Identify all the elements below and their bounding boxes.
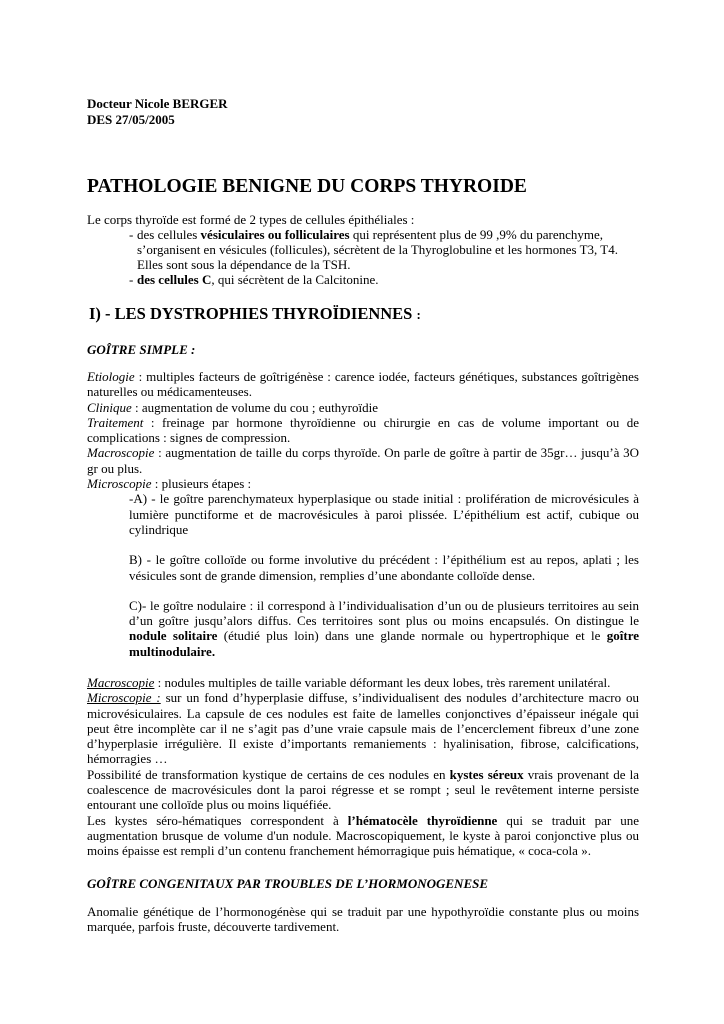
goitre-simple-section bbox=[87, 369, 639, 659]
intro-lead: Le corps thyroïde est formé de 2 types de cellules épithéliales : bbox=[87, 212, 415, 227]
step-b-paragraph: B) - le goître colloïde ou forme involutive du précédent : l’épithélium est au repos, aplati ; les vésicules sont de grande dimension, remplies d’une abondante colloïde dense. bbox=[129, 552, 639, 583]
dash-bullet-icon: - bbox=[129, 227, 134, 242]
subsection-heading: GOÎTRE CONGENITAUX PAR TROUBLES DE L’HORMONOGENESE bbox=[87, 876, 489, 891]
subsection-heading: GOÎTRE SIMPLE : bbox=[87, 342, 196, 357]
multinodulaire-section bbox=[87, 675, 639, 859]
congenitaux-paragraph: Anomalie génétique de l’hormonogénèse qui se traduit par une hypothyroïdie constante plus ou moins marquée, parfois fruste, découverte tardivement. bbox=[87, 904, 639, 935]
hematocele-paragraph: Les kystes séro-hématiques correspondent à l’hématocèle thyroïdienne qui se traduit par une augmentation brusque de volume d'un nodule. Macroscopiquement, le kyste à paroi conjonctive plus ou moins épaisse est rempli d’un contenu franchement hémorragique puis hématique, « coca-cola ». bbox=[87, 812, 639, 859]
macroscopie-paragraph: Macroscopie : nodules multiples de taille variable déformant les deux lobes, très rarement unilatéral. bbox=[87, 675, 611, 690]
step-c-paragraph: C)- le goître nodulaire : il correspond à l’individualisation d’un ou de plusieurs territoires au sein d’un goître jusqu’alors diffus. Ces territoires sont plus ou moins encapsulés. On distingue le nodule solitaire (étudié plus loin) dans une glande normale ou hypertrophique et le goître multinodulaire. bbox=[129, 597, 639, 659]
list-item: - des cellules vésiculaires ou folliculaires qui représentent plus de 99 ,9% du parenchyme, s’organisent en vésicules (follicules), sécrètent de la Thyroglobuline et les hormones T3, T4. Elles sont sous la dépendance de la TSH. bbox=[129, 227, 618, 272]
intro-section bbox=[87, 212, 639, 287]
etiologie-paragraph: Etiologie : multiples facteurs de goîtrigénèse : carence iodée, facteurs génétiques, substances goîtrigènes naturelles ou médicamenteuses. bbox=[87, 369, 639, 400]
list-item: - des cellules C, qui sécrètent de la Calcitonine. bbox=[129, 272, 379, 287]
author-block bbox=[87, 96, 639, 128]
microscopie-paragraph: Microscopie : sur un fond d’hyperplasie diffuse, s’individualisent des nodules d’architecture macro ou microvésiculaires. La capsule de ces nodules est faite de lamelles conjonctives d’épaisseur inégale qui peut être incomplète car il ne s’agit pas d’une vraie capsule mais de l’encerclement fibreux d’une zone d’hyperplasie irrégulière. Il existe d’importants remaniements : hyalinisation, fibrose, calcifications, hémorragies … bbox=[87, 690, 639, 767]
macroscopie-paragraph: Macroscopie : augmentation de taille du corps thyroïde. On parle de goître à partir de 35gr… jusqu’à 3O gr ou plus. bbox=[87, 445, 639, 476]
page-title: PATHOLOGIE BENIGNE DU CORPS THYROIDE bbox=[87, 176, 527, 197]
step-a-paragraph: -A) - le goître parenchymateux hyperplasique ou stade initial : prolifération de microvésicules à lumière punctiforme et de macrovésicules à paroi plissée. L’épithélium est actif, cubique ou cylindrique bbox=[129, 491, 639, 537]
document-date: DES 27/05/2005 bbox=[87, 112, 175, 127]
dash-bullet-icon: - bbox=[129, 272, 134, 287]
author-name: Docteur Nicole BERGER bbox=[87, 96, 228, 111]
section-heading: I) - LES DYSTROPHIES THYROÏDIENNES : bbox=[89, 304, 421, 323]
page-content bbox=[87, 96, 640, 935]
traitement-paragraph: Traitement : freinage par hormone thyroïdienne ou chirurgie en cas de volume important ou de complications : signes de compression. bbox=[87, 414, 639, 446]
kystes-sereux-paragraph: Possibilité de transformation kystique de certains de ces nodules en kystes séreux vrais provenant de la coalescence de macrovésicules dont la paroi régresse et se rompt ; seul le revêtement interne persiste entourant une colloïde plus ou moins liquéfiée. bbox=[87, 766, 640, 813]
microscopie-paragraph: Microscopie : plusieurs étapes : bbox=[87, 476, 252, 492]
clinique-paragraph: Clinique : augmentation de volume du cou ; euthyroïdie bbox=[87, 399, 379, 415]
